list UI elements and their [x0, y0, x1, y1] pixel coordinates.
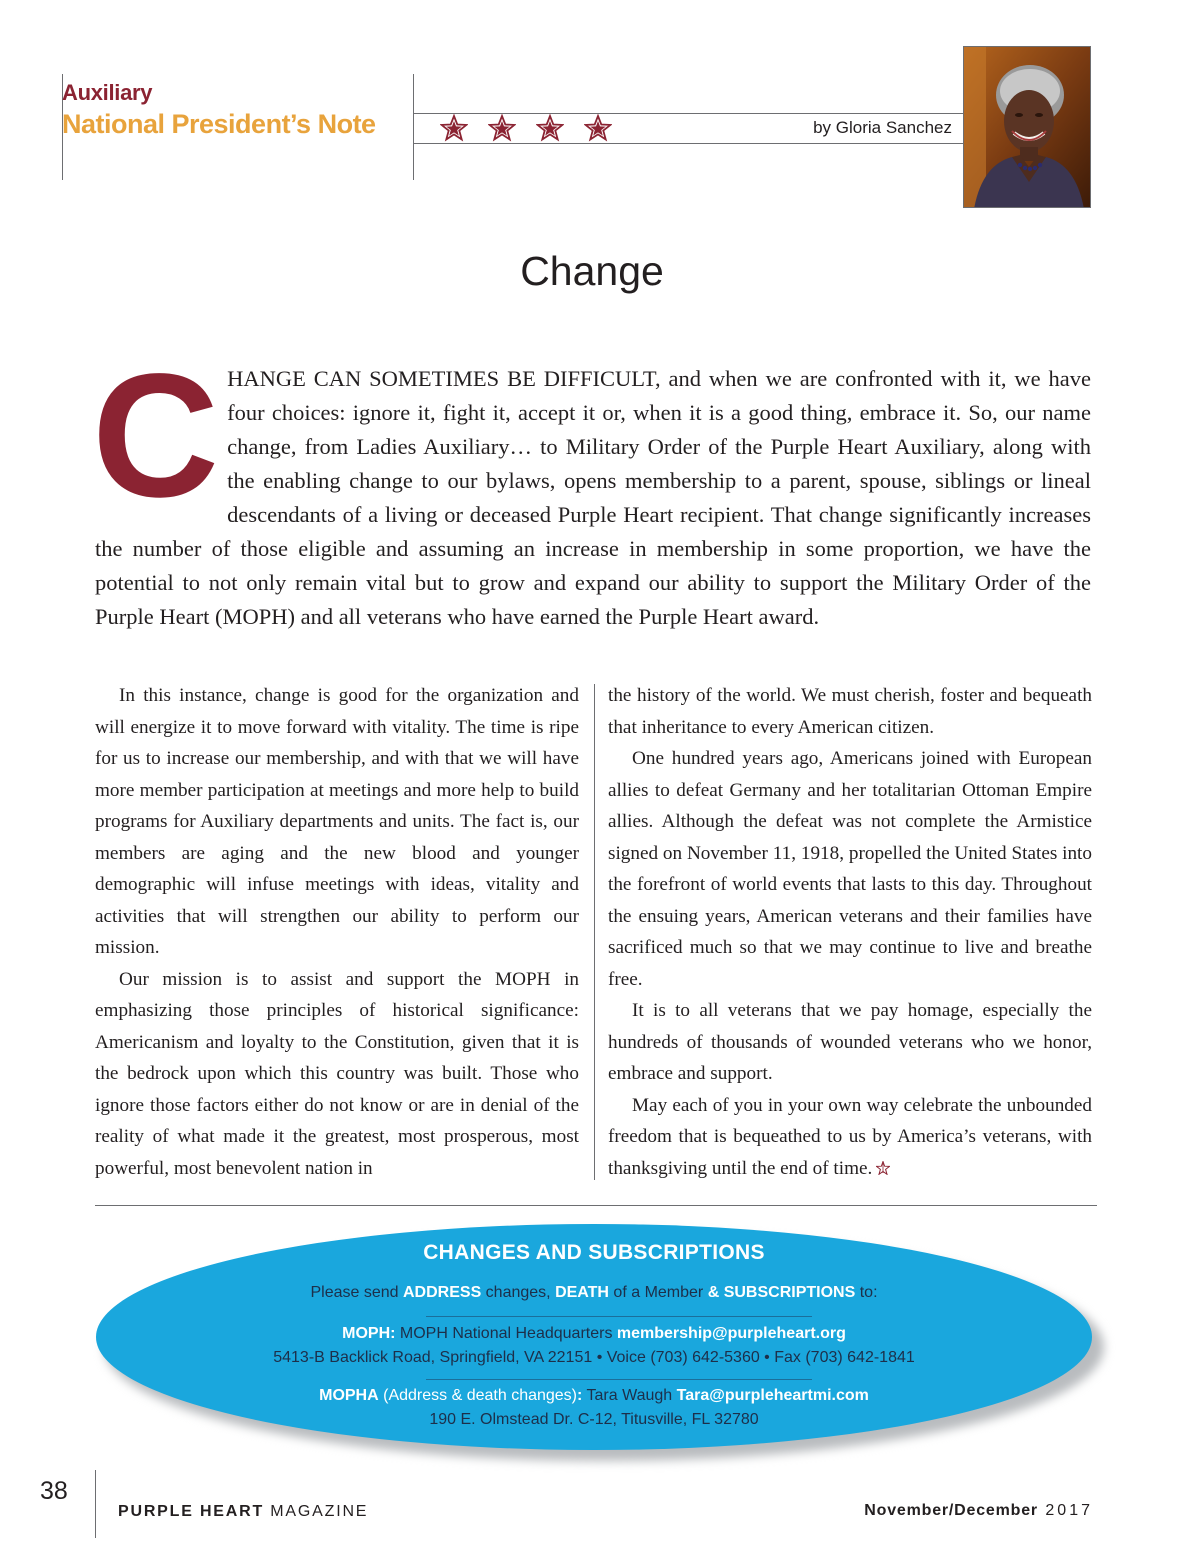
- section-label: Auxiliary: [62, 80, 153, 105]
- column-divider: [594, 684, 595, 1180]
- moph-org: MOPH National Headquarters: [395, 1325, 617, 1342]
- header-rule-bottom: [413, 143, 963, 144]
- closing-text: May each of you in your own way celebrate the unbounded freedom that is bequeathed to us by America’s veterans, with thanksgiving until the end of time.: [608, 1094, 1092, 1179]
- instr-text: to:: [855, 1284, 878, 1301]
- moph-email-link[interactable]: membership@purpleheart.org: [616, 1325, 846, 1342]
- instr-death: DEATH: [555, 1284, 609, 1301]
- mopha-address: 190 E. Olmstead Dr. C-12, Titusville, FL 32780: [429, 1411, 759, 1428]
- article-title: Change: [520, 248, 664, 294]
- subscriptions-title: CHANGES AND SUBSCRIPTIONS: [423, 1241, 765, 1264]
- moph-contact: [96, 1325, 1092, 1343]
- header-divider-mid: [413, 74, 414, 180]
- section-title: National President’s Note: [62, 109, 376, 139]
- star-end-mark-icon: [876, 1161, 890, 1175]
- author-portrait: [963, 46, 1091, 208]
- oval-separator: [426, 1316, 812, 1317]
- mopha-label: MOPHA: [319, 1387, 379, 1404]
- issue-months: November/December: [864, 1502, 1038, 1519]
- portrait-photo-icon: [964, 47, 1091, 208]
- body-column-left: [95, 680, 579, 1184]
- lead-caps: HANGE CAN SOMETIMES BE DIFFICULT,: [227, 366, 661, 391]
- star-icon: [584, 114, 612, 142]
- drop-cap: C: [92, 338, 214, 534]
- page-number: 38: [40, 1477, 68, 1505]
- moph-label: MOPH:: [342, 1325, 396, 1342]
- body-paragraph-last: [608, 1090, 1092, 1185]
- instr-text: Please send: [310, 1284, 403, 1301]
- body-paragraph: Our mission is to assist and support the MOPH in emphasizing those principles of historical significance: Americanism and loyalty to the Constitution, given that it is the bedrock upon which this country was built. Those who ignore those factors either do not know or are in denial of the reality of what made it the greatest, most prosperous, most powerful, most benevolent nation in: [95, 968, 579, 1179]
- body-paragraph: It is to all veterans that we pay homage, especially the hundreds of thousands of wounded veterans who we honor, embrace and support.: [608, 1000, 1092, 1084]
- issue-date: [864, 1502, 1093, 1520]
- instr-subscriptions: SUBSCRIPTIONS: [723, 1284, 856, 1301]
- mopha-note: (Address & death changes): [378, 1387, 578, 1404]
- body-paragraph: the history of the world. We must cherish, foster and bequeath that inheritance to every American citizen.: [608, 685, 1092, 738]
- body-bottom-rule: [95, 1205, 1097, 1206]
- author-byline: by Gloria Sanchez: [813, 118, 952, 137]
- publication-name-rest: MAGAZINE: [264, 1503, 369, 1520]
- lead-text: and when we are confronted with it, we have four choices: ignore it, fight it, accept it or, when it is a good thing, embrace it. So, our name change, from Ladies Auxiliary… to Military Order of the Purple Heart Auxiliary, along with the enabling change to our bylaws, opens membership to a parent, spouse, siblings or lineal descendants of a living or deceased Purple Heart recipient. That change significantly increases the number of those eligible and assuming an increase in membership in some proportion, we have the potential to not only remain vital but to grow and expand our ability to support the Military Order of the Purple Heart (MOPH) and all veterans who have earned the Purple Heart award.: [95, 366, 1091, 629]
- mopha-email-link[interactable]: Tara@purpleheartmi.com: [676, 1387, 869, 1404]
- star-icon: [536, 114, 564, 142]
- footer-divider: [95, 1470, 96, 1538]
- subscriptions-instructions: [96, 1284, 1092, 1302]
- mopha-contact: [96, 1387, 1092, 1405]
- oval-separator: [426, 1379, 812, 1380]
- publication-name-bold: PURPLE HEART: [118, 1503, 265, 1520]
- instr-text: of a Member: [608, 1284, 708, 1301]
- star-icon: [440, 114, 468, 142]
- instr-ampersand: &: [707, 1284, 720, 1301]
- lead-paragraph: [92, 338, 1091, 634]
- issue-year: 2017: [1037, 1502, 1093, 1519]
- body-paragraph: One hundred years ago, Americans joined with European allies to defeat Germany and her totalitarian Ottoman Empire allies. Although the defeat was not complete the Armistice signed on November 11, 1918, propelled the United States into the forefront of world events that lasts to this day. Throughout the ensuing years, American veterans and their families have sacrificed much so that we may continue to live and breathe free.: [608, 748, 1092, 990]
- instr-address: ADDRESS: [403, 1284, 482, 1301]
- moph-address: 5413-B Backlick Road, Springfield, VA 22151 • Voice (703) 642-5360 • Fax (703) 642-1841: [273, 1349, 915, 1366]
- publication-name: [118, 1503, 368, 1521]
- body-column-right: [608, 680, 1092, 1184]
- star-icon: [488, 114, 516, 142]
- mopha-colon: :: [577, 1387, 583, 1404]
- instr-text: changes,: [481, 1284, 556, 1301]
- star-rating-row: [440, 114, 612, 142]
- body-paragraph: In this instance, change is good for the organization and will energize it to move forward with vitality. The time is ripe for us to increase our membership, and with that we will have more member participation at meetings and more help to build programs for Auxiliary departments and units. The fact is, our members are aging and the new blood and younger demographic will infuse meetings with ideas, vitality and activities that will strengthen our ability to perform our mission.: [95, 685, 579, 958]
- subscriptions-box: [96, 1224, 1092, 1450]
- mopha-contact-name: Tara Waugh: [582, 1387, 677, 1404]
